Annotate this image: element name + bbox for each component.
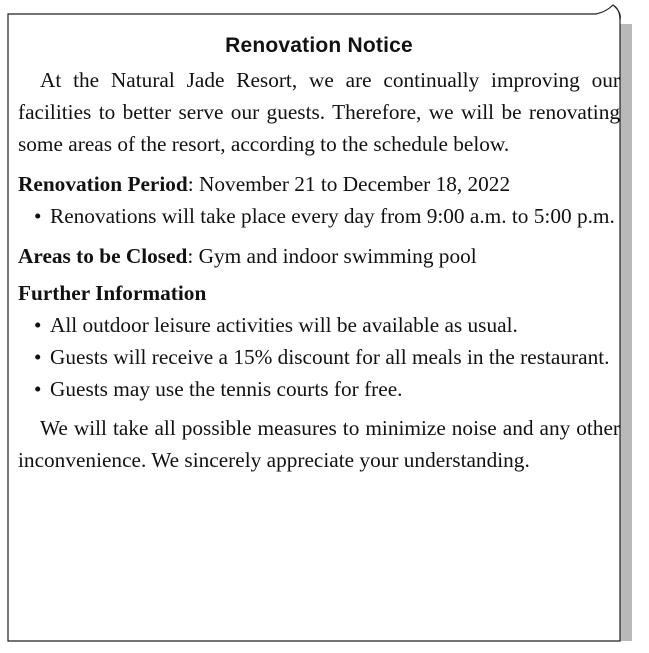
list-item [18,373,620,405]
bullet-icon: • [34,345,42,369]
closing-paragraph: We will take all possible measures to minimize noise and any other inconvenience. We sincerely appreciate your understanding. [18,416,620,472]
list-item-text: Renovations will take place every day from 9:00 a.m. to 5:00 p.m. [50,204,615,228]
renovation-period-label: Renovation Period [18,172,188,196]
bullet-icon: • [34,313,42,337]
renovation-period [18,168,620,200]
list-item-text: Guests will receive a 15% discount for all meals in the restaurant. [50,345,610,369]
further-info-list [18,309,620,405]
bullet-icon: • [34,204,42,228]
bullet-icon: • [34,377,42,401]
areas-closed-label: Areas to be Closed [18,244,188,268]
intro-paragraph: At the Natural Jade Resort, we are continually improving our facilities to better serve our guests. Therefore, we will be renovating some areas of the resort, according to the schedule below. [18,68,620,156]
renovation-period-value: : November 21 to December 18, 2022 [187,172,511,196]
renovation-notice [18,30,620,476]
list-item-text: All outdoor leisure activities will be available as usual. [50,313,518,337]
areas-closed [18,240,620,272]
list-item [18,309,620,341]
areas-closed-value: : Gym and indoor swimming pool [187,244,477,268]
period-bullet-list [18,200,620,232]
notice-title: Renovation Notice [225,34,413,57]
list-item-text: Guests may use the tennis courts for free. [50,377,403,401]
further-info-heading: Further Information [18,281,207,305]
list-item [18,341,620,373]
list-item [18,200,620,232]
